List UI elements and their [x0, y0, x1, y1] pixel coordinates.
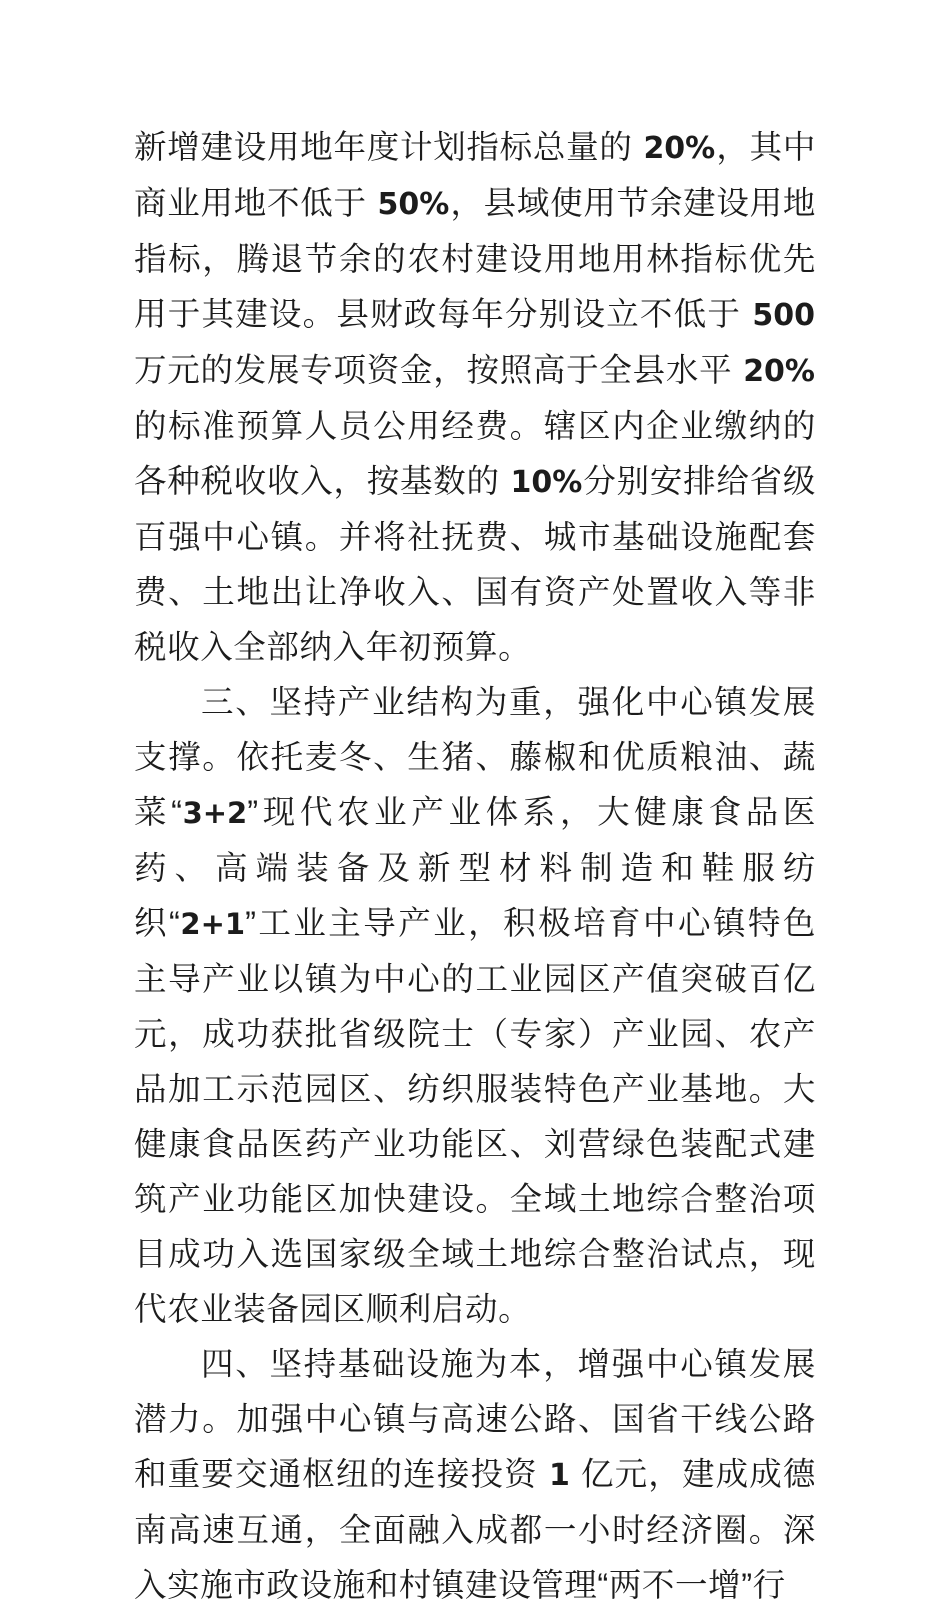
numeric-value: 50%: [377, 187, 450, 222]
document-body: [134, 120, 816, 1613]
numeric-value: 3+2: [182, 796, 248, 830]
numeric-value: 20%: [643, 131, 716, 166]
numeric-value: 2+1: [180, 907, 246, 941]
paragraph-section-three-industrial-structure: 三、坚持产业结构为重，强化中心镇发展支撑。依托麦冬、生猪、藤椒和优质粮油、蔬菜“3+2”现代农业产业体系，大健康食品医药、高端装备及新型材料制造和鞋服纺织“2+1”工业主导产业，积极培育中心镇特色主导产业以镇为中心的工业园区产值突破百亿元，成功获批省级院士（专家）产业园、农产品加工示范园区、纺织服装特色产业基地。大健康食品医药产业功能区、刘营绿色装配式建筑产业功能区加快建设。全域土地综合整治项目成功入选国家级全域土地综合整治试点，现代农业装备园区顺利启动。: [134, 684, 816, 1327]
paragraph-land-and-fiscal-policy: 新增建设用地年度计划指标总量的 20%，其中商业用地不低于 50%，县域使用节余建设用地指标，腾退节余的农村建设用地用林指标优先用于其建设。县财政每年分别设立不低于 500 万元的发展专项资金，按照高于全县水平 20%的标准预算人员公用经费。辖区内企业缴纳的各种税收收入，按基数的 10%分别安排给省级百强中心镇。并将社抚费、城市基础设施配套费、土地出让净收入、国有资产处置收入等非税收入全部纳入年初预算。: [134, 129, 816, 665]
numeric-value: 1: [548, 1458, 570, 1493]
numeric-value: 20%: [743, 354, 815, 389]
paragraph-section-four-infrastructure: 四、坚持基础设施为本，增强中心镇发展潜力。加强中心镇与高速公路、国省干线公路和重要交通枢纽的连接投资 1 亿元，建成成德南高速互通，全面融入成都一小时经济圈。深入实施市政设施和村镇建设管理“两不一增”行: [134, 1346, 816, 1603]
numeric-value: 10%: [510, 465, 583, 500]
numeric-value: 500: [752, 298, 815, 333]
